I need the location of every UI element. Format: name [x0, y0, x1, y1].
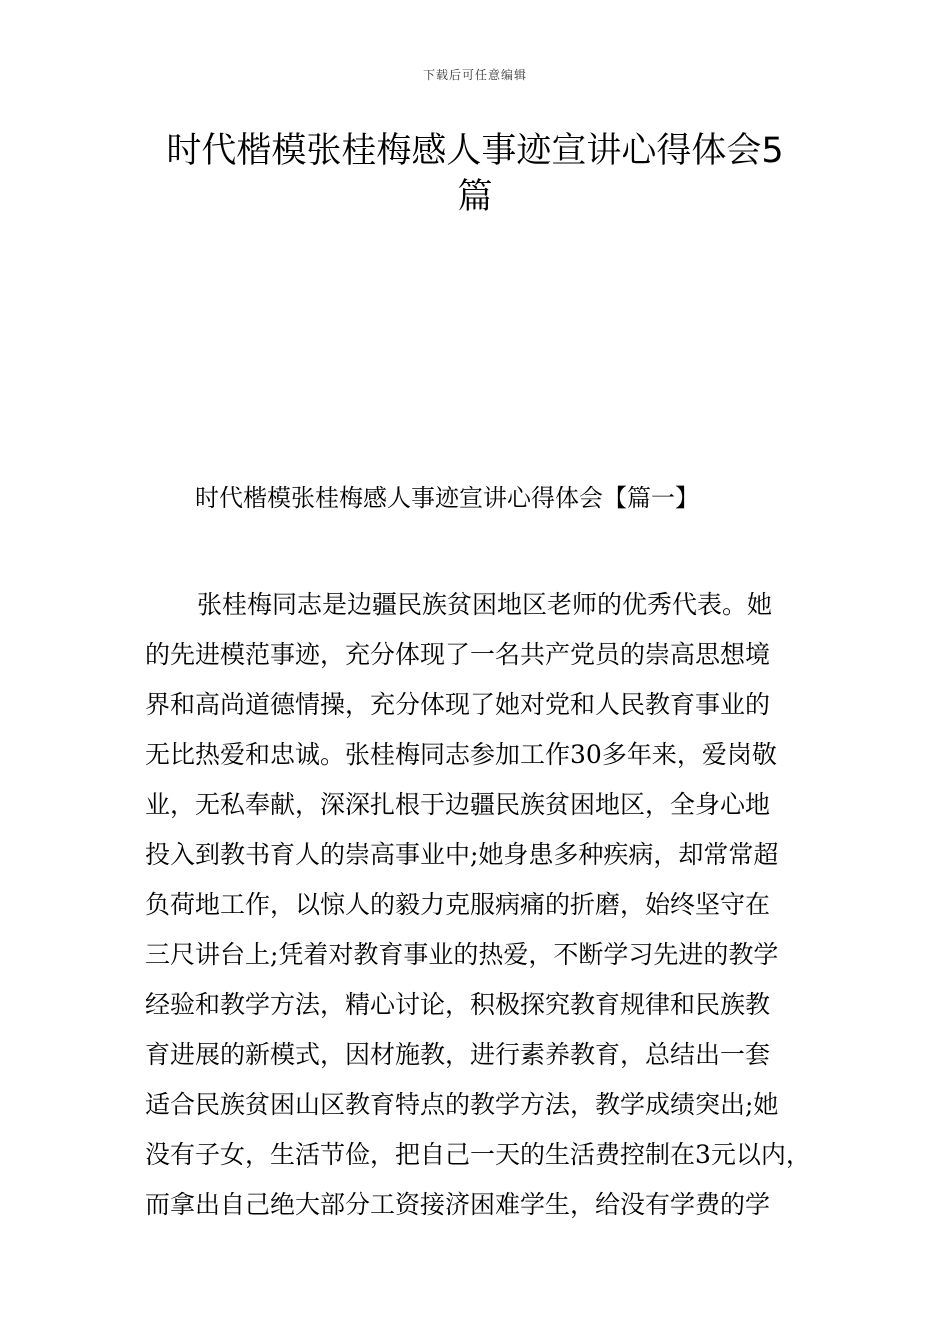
body-line: 适合民族贫困山区教育特点的教学方法，教学成绩突出;她 — [145, 1090, 779, 1119]
body-line: 的先进模范事迹，充分体现了一名共产党员的崇高思想境 — [145, 640, 771, 669]
body-line: 而拿出自己绝大部分工资接济困难学生，给没有学费的学 — [145, 1190, 771, 1219]
body-line: 无比热爱和忠诚。张桂梅同志参加工作30多年来，爱岗敬 — [145, 740, 777, 769]
body-line: 界和高尚道德情操，充分体现了她对党和人民教育事业的 — [145, 690, 771, 719]
body-line: 经验和教学方法，精心讨论，积极探究教育规律和民族教 — [145, 990, 771, 1019]
body-line: 负荷地工作，以惊人的毅力克服病痛的折磨，始终坚守在 — [145, 890, 771, 919]
section-heading: 时代楷模张桂梅感人事迹宣讲心得体会【篇一】 — [195, 484, 699, 512]
body-line: 张桂梅同志是边疆民族贫困地区老师的优秀代表。她 — [197, 590, 773, 619]
body-paragraph — [145, 580, 825, 1230]
title-line: 时代楷模张桂梅感人事迹宣讲心得体会5 — [166, 131, 784, 171]
document-title — [150, 128, 800, 220]
body-line: 三尺讲台上;凭着对教育事业的热爱，不断学习先进的教学 — [145, 940, 779, 969]
body-line: 育进展的新模式，因材施教，进行素养教育，总结出一套 — [145, 1040, 771, 1069]
title-line: 篇 — [457, 177, 493, 217]
body-line: 业，无私奉献，深深扎根于边疆民族贫困地区，全身心地 — [145, 790, 771, 819]
body-line: 没有子女，生活节俭，把自己一天的生活费控制在3元以内， — [145, 1140, 811, 1169]
header-note: 下载后可任意编辑 — [422, 68, 527, 82]
body-line: 投入到教书育人的崇高事业中;她身患多种疾病，却常常超 — [145, 840, 779, 869]
